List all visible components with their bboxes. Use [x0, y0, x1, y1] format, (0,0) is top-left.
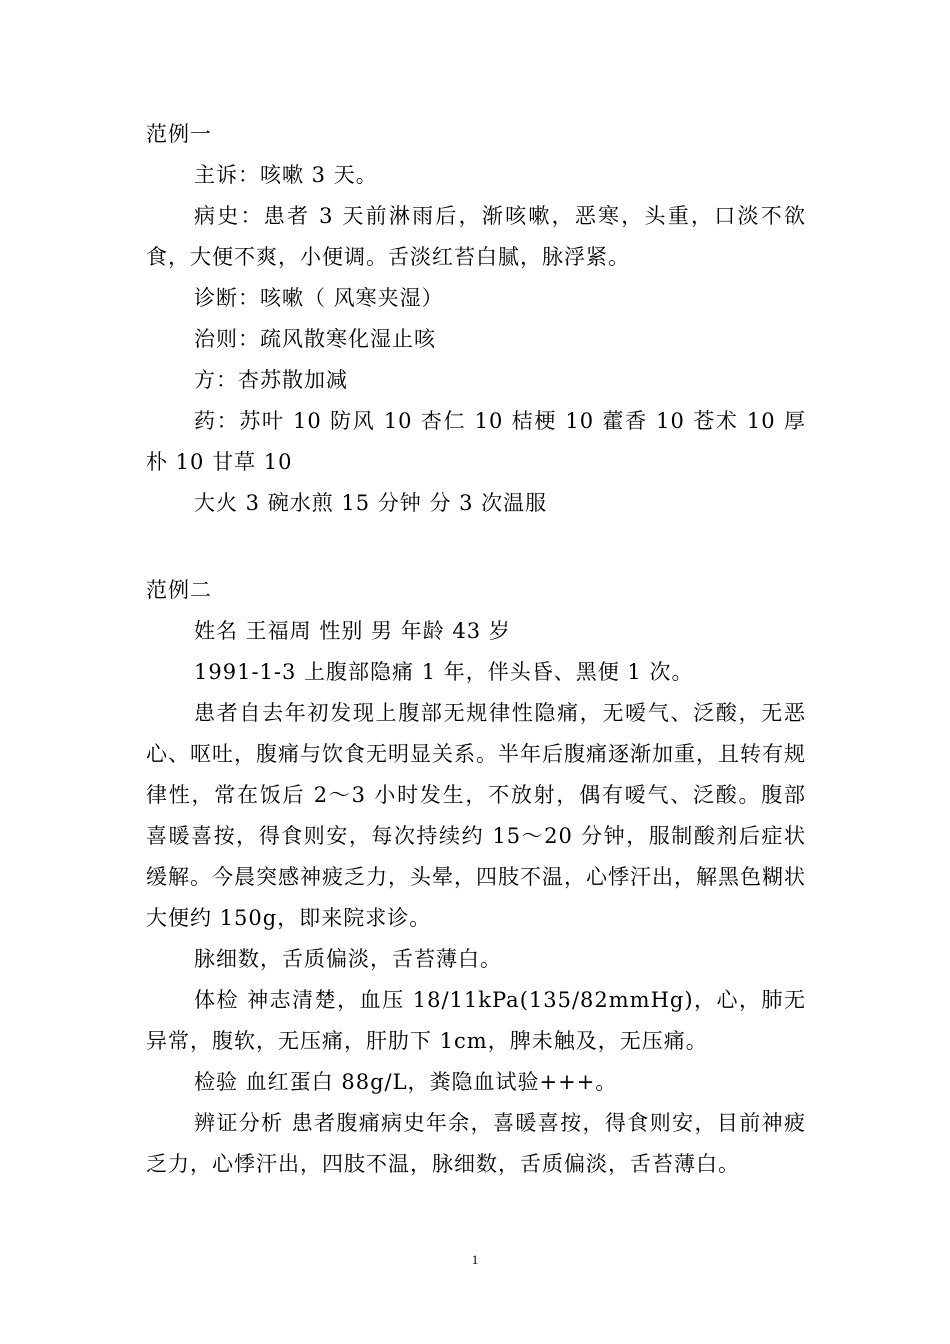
example-one-section — [146, 114, 806, 524]
treatment-principle: 治则：疏风散寒化湿止咳 — [194, 327, 436, 351]
page-number: 1 — [471, 1252, 479, 1267]
present-illness-history: 患者自去年初发现上腹部无规律性隐痛，无嗳气、泛酸，无恶心、呕吐，腹痛与饮食无明显关系。半年后腹痛逐渐加重，且转有规律性，常在饭后 2～3 小时发生，不放射，偶有嗳气、泛酸。腹部喜暖喜按，得食则安，每次持续约 15～20 分钟，服制酸剂后症状缓解。今晨突感神疲乏力，头晕，四肢不温，心悸汗出，解黑色糊状大便约 150g，即来院求诊。 — [146, 701, 806, 930]
diagnosis: 诊断：咳嗽（ 风寒夹湿） — [194, 286, 444, 310]
example-one-heading: 范例一 — [146, 122, 212, 146]
chief-complaint: 主诉：咳嗽 3 天。 — [194, 163, 378, 187]
decoction-instructions: 大火 3 碗水煎 15 分钟 分 3 次温服 — [194, 491, 548, 515]
date-and-complaint: 1991-1-3 上腹部隐痛 1 年，伴头昏、黑便 1 次。 — [194, 660, 694, 684]
example-two-section — [146, 570, 806, 1185]
formula: 方：杏苏散加减 — [194, 368, 348, 392]
patient-info: 姓名 王福周 性别 男 年龄 43 岁 — [194, 619, 511, 643]
syndrome-analysis: 辨证分析 患者腹痛病史年余，喜暖喜按，得食则安，目前神疲乏力，心悸汗出，四肢不温，脉细数，舌质偏淡，舌苔薄白。 — [146, 1111, 806, 1176]
medicine-list: 药：苏叶 10 防风 10 杏仁 10 桔梗 10 藿香 10 苍术 10 厚朴 10 甘草 10 — [146, 409, 806, 474]
example-two-heading: 范例二 — [146, 578, 212, 602]
medical-history: 病史：患者 3 天前淋雨后，渐咳嗽，恶寒，头重，口淡不欲食，大便不爽，小便调。舌淡红苔白腻，脉浮紧。 — [146, 204, 806, 269]
lab-test: 检验 血红蛋白 88g/L，粪隐血试验+++。 — [194, 1070, 618, 1094]
physical-exam: 体检 神志清楚，血压 18/11kPa(135/82mmHg)，心，肺无异常，腹软，无压痛，肝肋下 1cm，脾未触及，无压痛。 — [146, 988, 806, 1053]
pulse-and-tongue: 脉细数，舌质偏淡，舌苔薄白。 — [194, 947, 502, 971]
